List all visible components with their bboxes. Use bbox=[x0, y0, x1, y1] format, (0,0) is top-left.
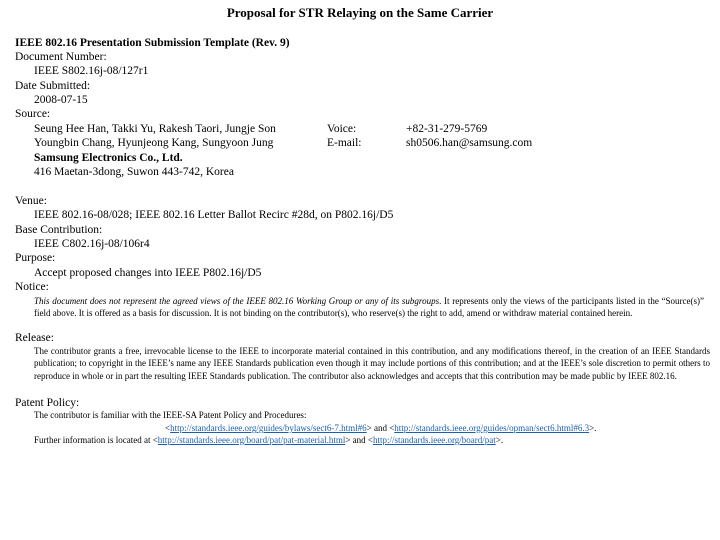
source-authors-line1: Seung Hee Han, Takki Yu, Rakesh Taori, Jungje Son bbox=[34, 123, 276, 135]
and-text-2: > and < bbox=[345, 435, 373, 445]
end-text-2: >. bbox=[495, 435, 504, 445]
pat-material-link[interactable]: http://standards.ieee.org/board/pat/pat-material.html bbox=[157, 435, 346, 445]
template-heading: IEEE 802.16 Presentation Submission Template (Rev. 9) bbox=[15, 37, 290, 49]
source-label: Source: bbox=[15, 108, 51, 120]
base-contribution-value: IEEE C802.16j-08/106r4 bbox=[34, 238, 150, 250]
further-text: Further information is located at < bbox=[34, 435, 158, 445]
notice-label: Notice: bbox=[15, 281, 49, 293]
purpose-label: Purpose: bbox=[15, 252, 56, 264]
email-label: E-mail: bbox=[327, 137, 362, 149]
opman-link[interactable]: http://standards.ieee.org/guides/opman/sect6.html#6.3 bbox=[394, 423, 590, 433]
voice-label: Voice: bbox=[327, 123, 357, 135]
date-submitted-label: Date Submitted: bbox=[15, 80, 91, 92]
source-company: Samsung Electronics Co., Ltd. bbox=[34, 152, 183, 164]
purpose-value: Accept proposed changes into IEEE P802.16j/D5 bbox=[34, 267, 262, 279]
and-text-1: > and < bbox=[366, 423, 395, 433]
doc-number-value: IEEE S802.16j-08/127r1 bbox=[34, 65, 149, 77]
release-label: Release: bbox=[15, 332, 54, 344]
page-title: Proposal for STR Relaying on the Same Carrier bbox=[226, 5, 494, 20]
patent-policy-line1: The contributor is familiar with the IEEE-SA Patent Policy and Procedures: bbox=[34, 410, 307, 420]
source-address: 416 Maetan-3dong, Suwon 443-742, Korea bbox=[34, 166, 234, 178]
open-bracket-1: < bbox=[165, 423, 171, 433]
venue-label: Venue: bbox=[15, 195, 47, 207]
bylaws-link[interactable]: http://standards.ieee.org/guides/bylaws/sect6-7.html#6 bbox=[170, 423, 367, 433]
patent-policy-further-line bbox=[34, 434, 503, 447]
patent-policy-label: Patent Policy: bbox=[15, 397, 80, 409]
release-paragraph: The contributor grants a free, irrevocable license to the IEEE to incorporate material contained in this contribution, and any modifications thereof, in the creation of an IEEE Standards publication; to copyright in the IEEE’s name any IEEE Standards publication even though it may include portions of this contribution; and at the IEEE’s sole discretion to permit others to reproduce in whole or in part the resulting IEEE Standards publication. The contributor also acknowledges and accepts that this contribution may be made public by IEEE 802.16. bbox=[34, 346, 710, 381]
email-value: sh0506.han@samsung.com bbox=[406, 137, 533, 149]
board-pat-link[interactable]: http://standards.ieee.org/board/pat bbox=[372, 435, 496, 445]
doc-number-label: Document Number: bbox=[15, 51, 107, 63]
end-text-1: >. bbox=[589, 423, 597, 433]
base-contribution-label: Base Contribution: bbox=[15, 224, 103, 236]
source-authors-line2: Youngbin Chang, Hyunjeong Kang, Sungyoon Jung bbox=[34, 137, 274, 149]
voice-value: +82-31-279-5769 bbox=[406, 123, 488, 135]
notice-text: . It represents only the views of the participants listed in the “Source(s)” field above. It is offered as a basis for discussion. It is not binding on the contributor(s), who reserve(s) the right to add, amend or withdraw material contained herein. bbox=[34, 296, 704, 319]
venue-value: IEEE 802.16-08/028; IEEE 802.16 Letter Ballot Recirc #28d, on P802.16j/D5 bbox=[34, 209, 394, 221]
notice-italic-text: This document does not represent the agreed views of the IEEE 802.16 Working Group or any of its subgroups bbox=[34, 296, 440, 306]
notice-paragraph bbox=[34, 295, 704, 320]
patent-policy-links-line bbox=[165, 422, 596, 435]
date-submitted-value: 2008-07-15 bbox=[34, 94, 88, 106]
